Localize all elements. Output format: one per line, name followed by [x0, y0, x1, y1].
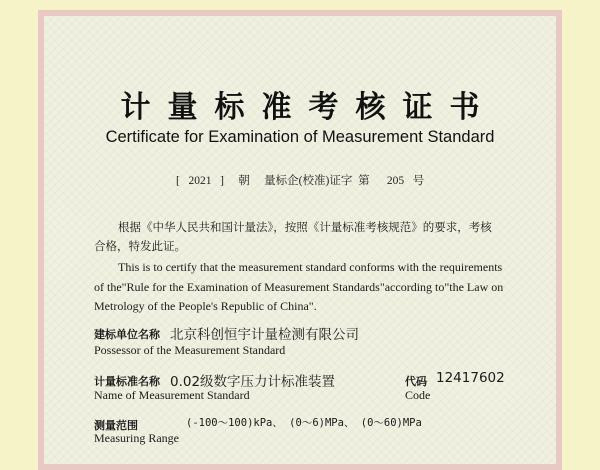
measuring-range-label-cn: 测量范围 — [94, 419, 138, 432]
measuring-range-label-en: Measuring Range — [94, 431, 179, 445]
statement-en-line3: Metrology of the People's Republic of China". — [94, 299, 317, 313]
certificate-title-en: Certificate for Examination of Measurement Standard — [105, 128, 495, 146]
statement-cn — [94, 218, 514, 256]
statement-en-line1: This is to certify that the measurement standard conforms with the requirements — [118, 260, 503, 274]
certificate-number: [ 2021 ] 朝 量标企(校准)证字 第 205 号 — [176, 175, 425, 187]
possessor-label-en: Possessor of the Measurement Standard — [94, 343, 286, 357]
possessor-label-cn: 建标单位名称 — [94, 328, 160, 341]
code-label-cn: 代码 — [405, 375, 427, 388]
standard-name-label-cn: 计量标准名称 — [94, 375, 160, 388]
possessor-value: 北京科创恒宇计量检测有限公司 — [170, 327, 359, 343]
certificate-title-cn: 计量标准考核证书 — [120, 90, 497, 125]
code-value: 12417602 — [436, 370, 505, 386]
standard-name-label-en: Name of Measurement Standard — [94, 388, 250, 402]
statement-en-line2: of the"Rule for the Examination of Measurement Standards"according to"the Law on — [94, 279, 504, 294]
measuring-range-value: (-100～100)kPa、 (0～6)MPa、 (0～60)MPa — [186, 417, 422, 429]
statement-en — [94, 258, 514, 317]
standard-name-value: 0.02级数字压力计标准装置 — [170, 374, 336, 390]
statement-cn-line2: 合格，特发此证。 — [94, 239, 186, 253]
statement-cn-line1: 根据《中华人民共和国计量法》，按照《计量标准考核规范》的要求，考核 — [118, 220, 492, 234]
code-label-en: Code — [405, 388, 431, 402]
